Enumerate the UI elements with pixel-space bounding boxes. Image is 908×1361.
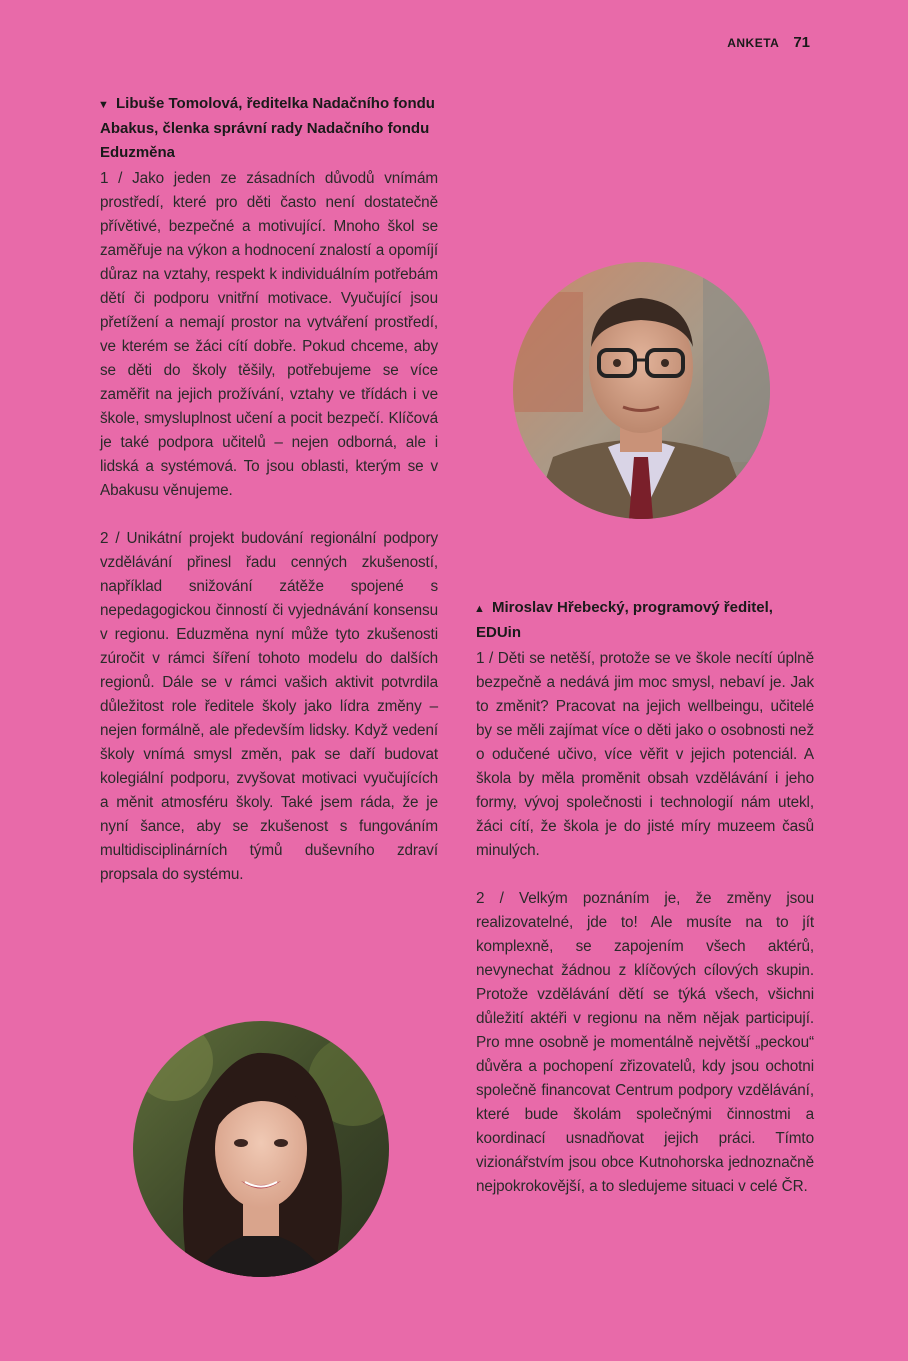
paragraph-gap bbox=[100, 503, 438, 527]
answer-2-right: 2 / Velkým poznáním je, že změny jsou realizovatelné, jde to! Ale musíte na to jít komplexně, se zapojením všech aktérů, nevynechat žádnou z klíčových cílových skupin. Protože vzdělávání dětí se týká všech, všichni důležití aktéři v regionu na něm nějak participují. Pro mne osobně je momentálně největší „peckou“ důvěra a pochopení zřizovatelů, kdy jsou ochotni společně financovat Centrum podpory vzdělávání, které bude školám společnými činnostmi a koordinací usnadňovat jejich práci. Tímto vizionářstvím jsou obce Kutnohorska jednoznačně nejpokrokovější, a to sledujeme situaci v celé ČR. bbox=[476, 890, 814, 1195]
answer-1-right: 1 / Děti se netěší, protože se ve škole necítí úplně bezpečně a nedává jim moc smysl, nebaví je. Jak to změnit? Pracovat na jejich wellbeingu, učitelé by se měli zajímat více o děti jako o osobnosti než o odučené učivo, více věřit v jejich potenciál. A škola by měla proměnit obsah vzdělávání i jeho formy, vývoj společnosti i technologií nám utekl, žáci cítí, že škola je do jisté míry muzeem časů minulých. bbox=[476, 650, 814, 859]
right-column bbox=[476, 596, 814, 1199]
respondent-name-left bbox=[100, 92, 438, 165]
up-triangle-icon: ▲ bbox=[474, 603, 485, 615]
portrait-man-photo bbox=[513, 262, 770, 519]
paragraph-gap bbox=[476, 863, 814, 887]
section-label: ANKETA bbox=[727, 36, 780, 50]
portrait-woman-photo bbox=[133, 1021, 389, 1277]
answer-1-left: 1 / Jako jeden ze zásadních důvodů vnímám prostředí, které pro děti často není dostatečně přívětivé, bezpečné a motivující. Mnoho škol se zaměřuje na výkon a hodnocení znalostí a opomíjí důraz na vztahy, respekt k individuálním potřebám dětí či podporu vnitřní motivace. Vyučující jsou přetížení a nemají prostor na vytváření prostředí, ve kterém se žáci cítí dobře. Pokud chceme, aby se děti do školy těšily, potřebujeme se více zaměřit na jejich prožívání, vztahy ve třídách i ve škole, smysluplnost učení a pocit bezpečí. Klíčová je také podpora učitelů – nejen odborná, ale i lidská a systémová. To jsou oblasti, kterým se v Abakusu věnujeme. bbox=[100, 170, 438, 499]
page-number: 71 bbox=[793, 34, 810, 51]
left-column bbox=[100, 92, 438, 887]
page-header bbox=[727, 34, 810, 51]
down-triangle-icon: ▼ bbox=[98, 99, 109, 111]
answer-2-left: 2 / Unikátní projekt budování regionální podpory vzdělávání přinesl řadu cenných zkušeností, například snižování zátěže spojené s nepedagogickou činností či vyjednávání konsensu v regionu. Eduzměna nyní může tyto zkušenosti zúročit v rámci šíření tohoto modelu do dalších regionů. Dále se v rámci vašich aktivit potvrdila důležitost role ředitele školy jako lídra změny – nejen formálně, ale především lidsky. Když vedení školy vnímá smysl změn, pak se daří budovat kolegiální podporu, zvyšovat motivaci vyučujících a měnit atmosféru školy. Také jsem ráda, že je nyní šance, aby se zkušenost s fungováním multidisciplinárních týmů duševního zdraví propsala do systému. bbox=[100, 530, 438, 883]
respondent-name-text: Libuše Tomolová, ředitelka Nadačního fondu Abakus, členka správní rady Nadačního fondu Eduzměna bbox=[100, 95, 435, 161]
respondent-name-text: Miroslav Hřebecký, programový ředitel, EDUin bbox=[476, 599, 773, 641]
respondent-name-right bbox=[476, 596, 814, 645]
